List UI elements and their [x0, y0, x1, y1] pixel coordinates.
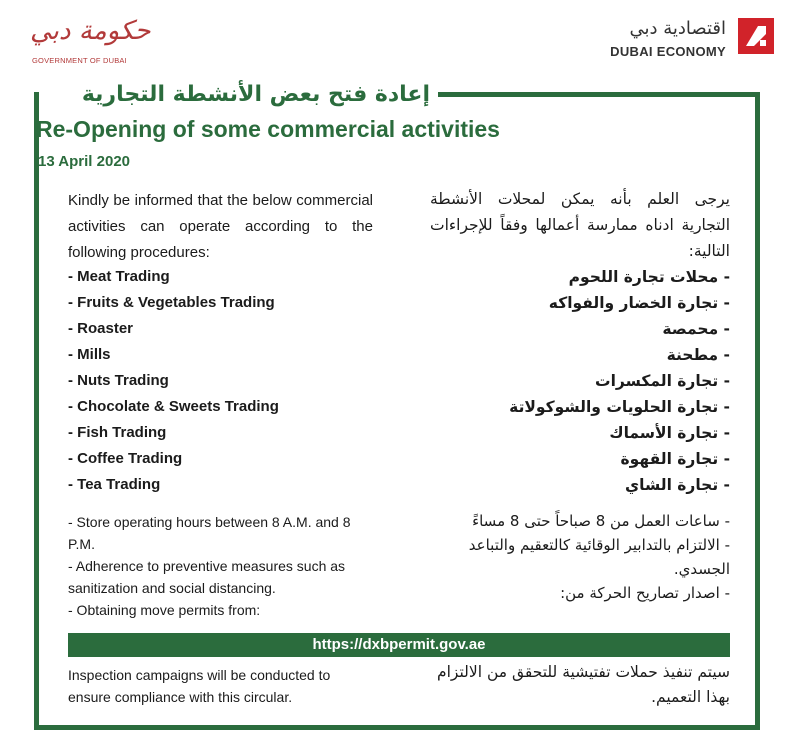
procedure-permits: - Obtaining move permits from:	[68, 602, 261, 618]
title-english: Re-Opening of some commercial activities	[36, 116, 500, 142]
activity-item-ar: - مطحنة	[666, 346, 730, 364]
activity-item: - Roaster	[68, 320, 134, 337]
procedure-permits-ar: - اصدار تصاريح الحركة من:	[560, 584, 730, 602]
circular-date: 13 April 2020	[38, 153, 130, 170]
activity-item-ar: - تجارة الشاي	[624, 476, 730, 494]
activity-item-ar: - تجارة الأسماك	[609, 424, 730, 442]
dubai-economy-arabic: اقتصادية دبي	[629, 18, 726, 39]
activity-item-ar: - محلات تجارة اللحوم	[568, 268, 730, 286]
government-logo-script: حكومة دبي	[30, 16, 151, 46]
government-of-dubai-logo	[24, 12, 164, 72]
procedures-arabic	[430, 509, 730, 605]
activity-item-ar: - تجارة الحلويات والشوكولاتة	[509, 398, 730, 416]
activity-item-ar: - تجارة الخضار والفواكه	[548, 294, 730, 312]
activity-item: - Mills	[68, 346, 111, 363]
footer-english: Inspection campaigns will be conducted to ensure compliance with this circular.	[68, 667, 331, 705]
dubai-economy-logo	[594, 18, 774, 68]
procedure-hours-ar: - ساعات العمل من 8 صباحاً حتى 8 مساءً	[472, 512, 730, 530]
dubai-economy-english: DUBAI ECONOMY	[610, 44, 726, 59]
permit-url-link[interactable]: https://dxbpermit.gov.ae	[68, 633, 730, 657]
government-logo-caption: GOVERNMENT OF DUBAI	[32, 56, 127, 65]
activity-item: - Tea Trading	[68, 476, 161, 493]
procedures-english	[68, 511, 373, 621]
activity-item: - Fruits & Vegetables Trading	[68, 294, 275, 311]
activity-item-ar: - محمصة	[662, 320, 730, 338]
activities-arabic	[430, 264, 730, 498]
footer-arabic: سيتم تنفيذ حملات تفتيشية للتحقق من الالتزام بهذا التعميم.	[437, 663, 730, 706]
procedure-preventive-ar: - الالتزام بالتدابير الوقائية كالتعقيم والتباعد الجسدي.	[468, 536, 730, 578]
dubai-economy-mark-icon	[738, 18, 774, 54]
activity-item: - Meat Trading	[68, 268, 170, 285]
title-arabic: إعادة فتح بعض الأنشطة التجارية	[74, 82, 438, 107]
intro-english: Kindly be informed that the below commercial activities can operate according to the following procedures:	[68, 192, 373, 261]
activities-english	[68, 264, 373, 498]
activity-item: - Chocolate & Sweets Trading	[68, 398, 279, 415]
activity-item: - Coffee Trading	[68, 450, 183, 467]
procedure-preventive: - Adherence to preventive measures such as sanitization and social distancing.	[68, 558, 346, 596]
procedure-hours: - Store operating hours between 8 A.M. and 8 P.M.	[68, 514, 351, 552]
activity-item-ar: - تجارة المكسرات	[595, 372, 730, 390]
frame-top-rule	[420, 92, 760, 97]
intro-arabic: يرجى العلم بأنه يمكن لمحلات الأنشطة التجارية ادناه ممارسة أعمالها وفقاً للإجراءات التالية:	[430, 190, 730, 260]
activity-item: - Fish Trading	[68, 424, 167, 441]
activity-item: - Nuts Trading	[68, 372, 169, 389]
activity-item-ar: - تجارة القهوة	[620, 450, 730, 468]
